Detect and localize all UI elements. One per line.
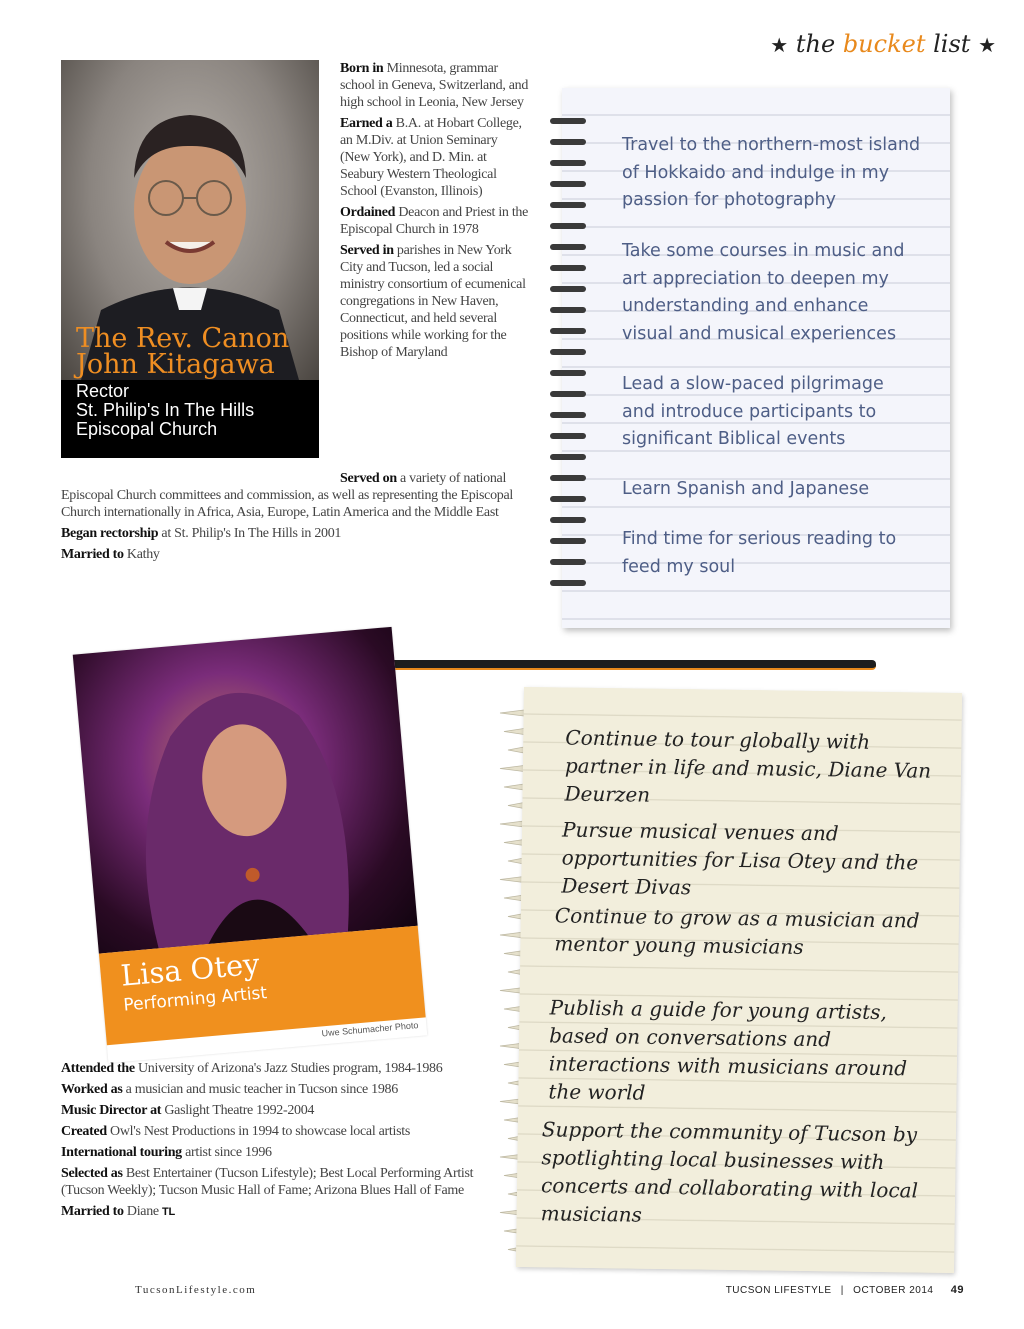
spiral-ring bbox=[550, 328, 586, 334]
bio-label: Worked as bbox=[61, 1082, 123, 1097]
bio-entry bbox=[61, 525, 531, 542]
person1-name: The Rev. Canon John Kitagawa bbox=[76, 323, 290, 380]
bio-entry bbox=[340, 60, 530, 111]
bio-entry bbox=[61, 1203, 501, 1221]
footer-folio bbox=[726, 1284, 964, 1296]
bio-entry bbox=[61, 1102, 501, 1119]
person1-photo bbox=[61, 60, 319, 458]
folio-separator: | bbox=[840, 1285, 844, 1296]
role-line: Episcopal Church bbox=[76, 419, 218, 439]
bucket-item: Lead a slow-paced pilgrimage and introduce participants to significant Biblical events bbox=[622, 374, 884, 449]
spiral-ring bbox=[550, 139, 586, 145]
photo-credit: Uwe Schumacher Photo bbox=[321, 1020, 419, 1039]
spiral-ring bbox=[550, 118, 586, 124]
bio-text: at St. Philip's In The Hills in 2001 bbox=[158, 526, 342, 541]
bio-entry bbox=[61, 546, 531, 563]
spiral-ring bbox=[550, 223, 586, 229]
header-suffix: list bbox=[925, 30, 971, 58]
spiral-ring bbox=[550, 265, 586, 271]
bucket-item: Continue to tour globally with partner in life and music, Diane Van Deurzen bbox=[564, 725, 932, 807]
bio-label: Married to bbox=[61, 1204, 124, 1219]
bio-text: Minnesota, grammar school in Geneva, Switzerland, and high school in Leonia, New Jersey bbox=[340, 61, 529, 110]
bio-text: Best Entertainer (Tucson Lifestyle); Best Local Performing Artist (Tucson Weekly); Tucson Music Hall of Fame; Arizona Blues Hall of Fame bbox=[61, 1166, 474, 1198]
bio-label: Attended the bbox=[61, 1061, 135, 1076]
role-line: St. Philip's In The Hills bbox=[76, 400, 255, 420]
person1-bio-continued bbox=[61, 470, 531, 567]
header-prefix: the bbox=[795, 30, 843, 58]
bio-entry bbox=[61, 1144, 501, 1161]
bio-text: Diane bbox=[123, 1204, 159, 1219]
magazine-name: TUCSON LIFESTYLE bbox=[725, 1285, 832, 1296]
bio-label: Ordained bbox=[340, 205, 396, 220]
spiral-ring bbox=[550, 475, 586, 481]
spiral-ring bbox=[550, 286, 586, 292]
person2-photo-card bbox=[73, 627, 428, 1063]
bio-label: Earned a bbox=[340, 116, 393, 131]
bucket-item: Travel to the northern-most island of Hokkaido and indulge in my passion for photography bbox=[622, 135, 921, 210]
bucket-item: Support the community of Tucson by spotlighting local businesses with concerts and collaborating with local musicians bbox=[540, 1117, 919, 1227]
star-icon: ★ bbox=[978, 33, 996, 57]
bio-entry bbox=[61, 1123, 501, 1140]
torn-strip bbox=[500, 821, 524, 827]
portrait-image bbox=[73, 627, 418, 954]
torn-strip bbox=[508, 747, 524, 753]
spiral-ring bbox=[550, 181, 586, 187]
bio-label: Served on bbox=[340, 471, 397, 486]
bio-label: International touring bbox=[61, 1145, 182, 1160]
bio-entry bbox=[340, 242, 530, 361]
bucket-item: Publish a guide for young artists, based on conversations and interactions with musicians around the world bbox=[548, 995, 908, 1105]
spiral-ring bbox=[550, 538, 586, 544]
spiral-binding bbox=[548, 110, 588, 600]
spiral-ring bbox=[550, 244, 586, 250]
bio-text: Deacon and Priest in the Episcopal Church in 1978 bbox=[340, 205, 529, 237]
bio-entry bbox=[340, 115, 530, 200]
bio-text: University of Arizona's Jazz Studies program, 1984-1986 bbox=[134, 1061, 443, 1076]
spiral-ring bbox=[550, 559, 586, 565]
torn-strip bbox=[500, 766, 524, 772]
bio-entry bbox=[61, 1081, 501, 1098]
spiral-ring bbox=[550, 160, 586, 166]
torn-strip bbox=[504, 729, 524, 735]
torn-strip bbox=[504, 784, 524, 790]
star-icon: ★ bbox=[770, 33, 789, 57]
spiral-ring bbox=[550, 454, 586, 460]
page-number: 49 bbox=[950, 1284, 964, 1296]
bucket-list-paper bbox=[516, 687, 962, 1273]
issue-date: OCTOBER 2014 bbox=[853, 1285, 934, 1296]
bucket-item: Continue to grow as a musician and mentor young musicians bbox=[554, 903, 920, 959]
section-divider bbox=[380, 660, 876, 670]
person1-bio bbox=[340, 60, 530, 365]
bio-label: Created bbox=[61, 1124, 107, 1139]
footer-website: TucsonLifestyle.com bbox=[135, 1284, 257, 1296]
bucket-item: Pursue musical venues and opportunities for Lisa Otey and the Desert Divas bbox=[561, 817, 919, 900]
spiral-ring bbox=[550, 349, 586, 355]
bio-entry bbox=[340, 204, 530, 238]
bio-text: a variety of national Episcopal Church committees and commission, as well as representing the Episcopal Church internationally in Africa, Asia, Europe, Latin America and the Middle East bbox=[61, 471, 513, 520]
bio-label: Began rectorship bbox=[61, 526, 159, 541]
person2-name: Lisa Otey bbox=[119, 946, 261, 993]
spiral-ring bbox=[550, 580, 586, 586]
bio-text: Owl's Nest Productions in 1994 to showcase local artists bbox=[106, 1124, 410, 1139]
bio-text: parishes in New York City and Tucson, led a social ministry consortium of ecumenical congregations in New Haven, Connecticut, and held several positions while working for the Bishop of Maryland bbox=[340, 243, 526, 360]
bucket-item: Find time for serious reading to feed my soul bbox=[622, 529, 897, 577]
bio-text: Kathy bbox=[123, 547, 160, 562]
tl-logo: TL bbox=[162, 1206, 175, 1218]
bio-text: B.A. at Hobart College, an M.Div. at Union Seminary (New York), and D. Min. at Seabury Western Theological School (Evanston, Illinois) bbox=[340, 116, 522, 199]
spiral-ring bbox=[550, 433, 586, 439]
spiral-ring bbox=[550, 370, 586, 376]
person2-role: Performing Artist bbox=[122, 983, 268, 1016]
bio-text: artist since 1996 bbox=[181, 1145, 272, 1160]
role-line: Rector bbox=[76, 381, 130, 401]
bio-text: Gaslight Theatre 1992-2004 bbox=[161, 1103, 315, 1118]
bio-entry bbox=[61, 1165, 501, 1199]
section-header bbox=[770, 30, 996, 58]
spiral-ring bbox=[550, 412, 586, 418]
spiral-ring bbox=[550, 496, 586, 502]
bio-label: Served in bbox=[340, 243, 394, 258]
person2-bio bbox=[61, 1060, 501, 1225]
bio-label: Married to bbox=[61, 547, 124, 562]
bio-label: Born in bbox=[340, 61, 384, 76]
spiral-ring bbox=[550, 517, 586, 523]
torn-strip bbox=[500, 710, 524, 716]
bio-label: Selected as bbox=[61, 1166, 123, 1181]
portrait-illustration bbox=[73, 627, 418, 954]
person1-role bbox=[76, 382, 254, 439]
header-accent: bucket bbox=[842, 30, 926, 58]
spiral-ring bbox=[550, 307, 586, 313]
spiral-ring bbox=[550, 391, 586, 397]
spiral-ring bbox=[550, 202, 586, 208]
bucket-list-notebook bbox=[562, 88, 950, 628]
bucket-item: Take some courses in music and art appreciation to deepen my understanding and enhance visual and musical experiences bbox=[622, 241, 905, 344]
bio-text: a musician and music teacher in Tucson since 1986 bbox=[122, 1082, 398, 1097]
bio-entry bbox=[61, 470, 531, 521]
bio-entry bbox=[61, 1060, 501, 1077]
bucket-item: Learn Spanish and Japanese bbox=[622, 479, 870, 499]
bio-label: Music Director at bbox=[61, 1103, 162, 1118]
